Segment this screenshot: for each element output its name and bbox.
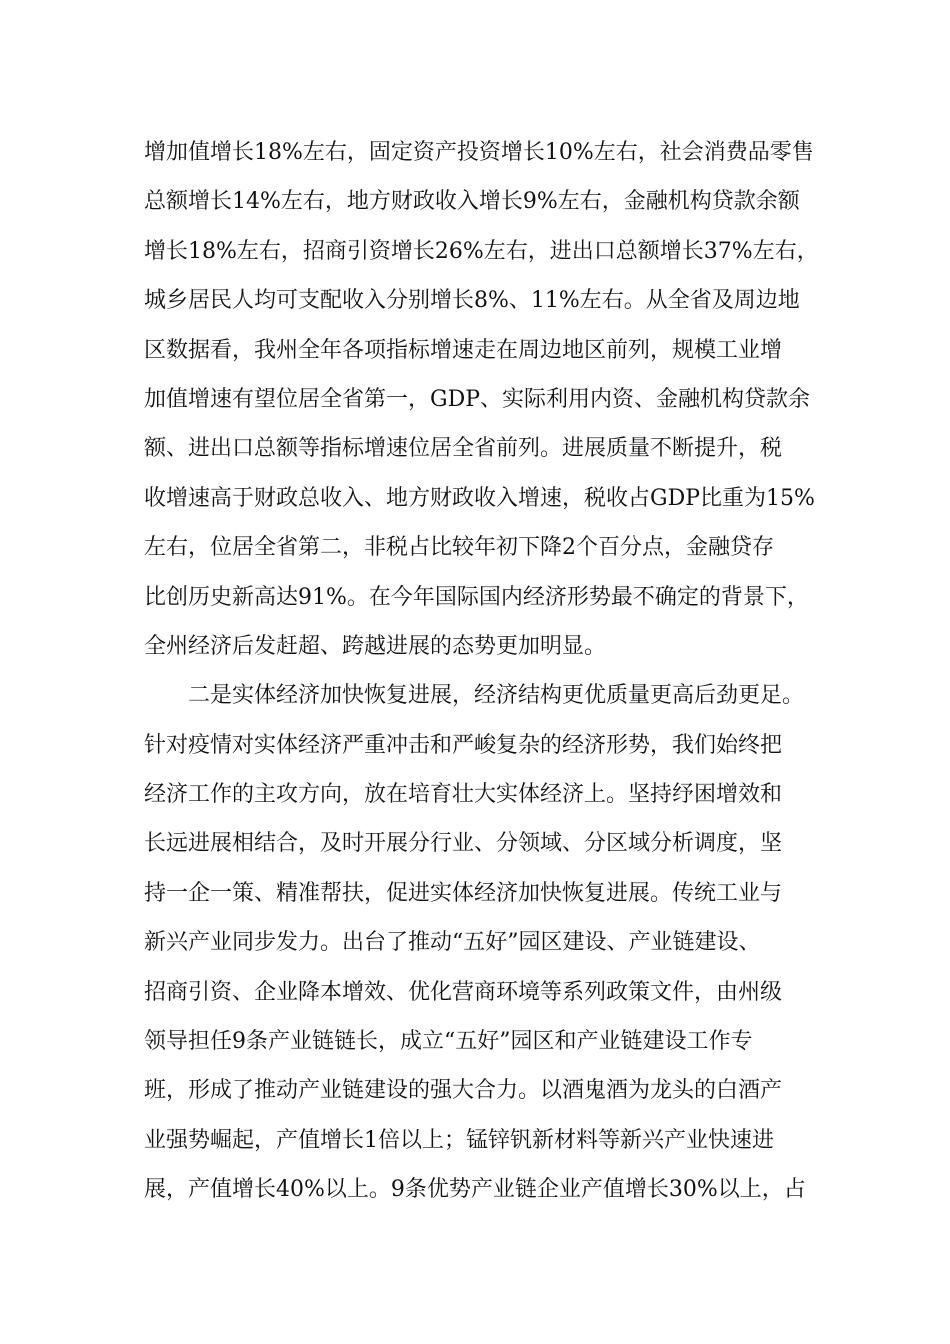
text-line: 持一企一策、精准帮扶，促进实体经济加快恢复进展。传统工业与: [144, 880, 783, 906]
text-line: 收增速高于财政总收入、地方财政收入增速，税收占GDP比重为15%: [144, 485, 815, 511]
text-line: 全州经济后发赶超、跨越进展的态势更加明显。: [144, 633, 607, 659]
text-line: 额、进出口总额等指标增速位居全省前列。进展质量不断提升，税: [144, 436, 783, 462]
text-line: 针对疫情对实体经济严重冲击和严峻复杂的经济形势，我们始终把: [144, 732, 783, 758]
text-line: 长远进展相结合，及时开展分行业、分领域、分区域分析调度，坚: [144, 831, 783, 857]
text-line: 招商引资、企业降本增效、优化营商环境等系列政策文件，由州级: [144, 979, 783, 1005]
body-text: [144, 128, 834, 1215]
text-line: 比创历史新高达91%。在今年国际国内经济形势最不确定的背景下，: [144, 584, 809, 610]
text-line: 领导担任9条产业链链长，成立“五好”园区和产业链建设工作专: [144, 1029, 753, 1055]
text-line: 左右，位居全省第二，非税占比较年初下降2个百分点，金融贷存: [144, 535, 774, 561]
paragraph-heading-line: 二是实体经济加快恢复进展，经济结构更优质量更高后劲更足。: [188, 683, 805, 709]
text-line: 经济工作的主攻方向，放在培育壮大实体经济上。坚持纾困增效和: [144, 782, 783, 808]
text-line: 新兴产业同步发力。出台了推动“五好”园区建设、产业链建设、: [144, 930, 761, 956]
text-line: 总额增长14%左右，地方财政收入增长9%左右，金融机构贷款余额: [144, 189, 800, 215]
text-line: 增长18%左右，招商引资增长26%左右，进出口总额增长37%左右，: [144, 238, 819, 264]
text-line: 展，产值增长40%以上。9条优势产业链企业产值增长30%以上，占: [144, 1177, 806, 1203]
text-line: 业强势崛起，产值增长1倍以上；锰锌钒新材料等新兴产业快速进: [144, 1127, 774, 1153]
text-line: 班，形成了推动产业链建设的强大合力。以酒鬼酒为龙头的白酒产: [144, 1078, 783, 1104]
text-line: 增加值增长18%左右，固定资产投资增长10%左右，社会消费品零售: [144, 140, 814, 165]
text-line: 加值增速有望位居全省第一，GDP、实际利用内资、金融机构贷款余: [144, 386, 811, 412]
text-line: 区数据看，我州全年各项指标增速走在周边地区前列，规模工业增: [144, 337, 783, 363]
text-line: 城乡居民人均可支配收入分别增长8%、11%左右。从全省及周边地: [144, 288, 800, 314]
